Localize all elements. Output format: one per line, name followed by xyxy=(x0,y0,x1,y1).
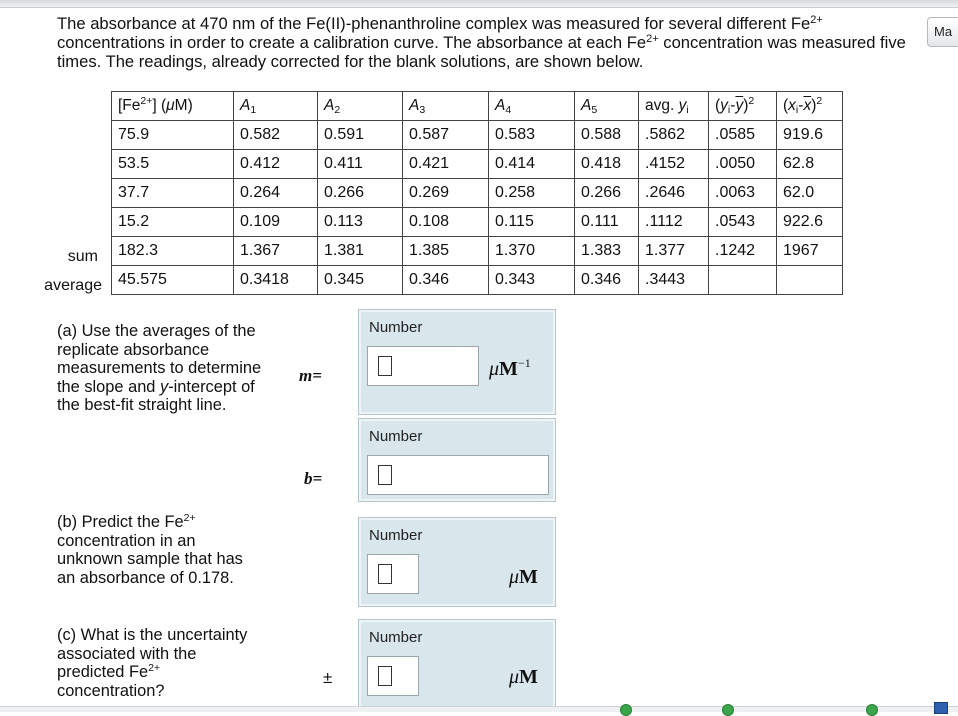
table-cell: 0.587 xyxy=(403,121,489,150)
table-cell: .5862 xyxy=(639,121,709,150)
table-cell: 0.591 xyxy=(318,121,403,150)
table-cell: .1242 xyxy=(709,237,777,266)
table-cell: 0.115 xyxy=(489,208,575,237)
table-row-average xyxy=(112,266,843,295)
header-dx: $(x_i-\overline{x})^2$ xyxy=(777,92,843,121)
question-c: (c) What is the uncertainty associated with the predicted $Fe^{2+}$ concentration? xyxy=(57,626,248,700)
table-cell: 1.377 xyxy=(639,237,709,266)
table-cell: .0063 xyxy=(709,179,777,208)
table-cell: 62.8 xyxy=(777,150,843,179)
concentration-number-label: Number xyxy=(369,527,423,544)
table-cell: 0.266 xyxy=(575,179,639,208)
header-a3: $A_3$ xyxy=(403,92,489,121)
slope-input-caret xyxy=(378,356,392,376)
table-cell: 1.367 xyxy=(234,237,318,266)
slope-input[interactable] xyxy=(367,346,479,386)
header-conc: $[Fe^{2+}]$ (μM) xyxy=(112,92,234,121)
table-cell: .0050 xyxy=(709,150,777,179)
table-cell: 37.7 xyxy=(112,179,234,208)
slope-label: m= xyxy=(299,366,322,385)
table-row xyxy=(112,121,843,150)
header-a4: $A_4$ xyxy=(489,92,575,121)
table-cell: 0.269 xyxy=(403,179,489,208)
uncertainty-unit: μM xyxy=(509,666,538,688)
table-cell: .3443 xyxy=(639,266,709,295)
table-cell: 0.414 xyxy=(489,150,575,179)
table-cell: 0.345 xyxy=(318,266,403,295)
concentration-input[interactable] xyxy=(367,554,419,594)
table-cell: .1112 xyxy=(639,208,709,237)
table-cell: 1.383 xyxy=(575,237,639,266)
header-a2: $A_2$ xyxy=(318,92,403,121)
table-row xyxy=(112,150,843,179)
slope-answer-panel xyxy=(358,309,556,415)
uncertainty-input[interactable] xyxy=(367,656,419,696)
row-label-average: average xyxy=(44,277,102,294)
status-dot-icon[interactable] xyxy=(722,704,734,716)
table-cell: .0585 xyxy=(709,121,777,150)
table-header-row xyxy=(112,92,843,121)
table-cell: 0.346 xyxy=(575,266,639,295)
table-cell: 0.583 xyxy=(489,121,575,150)
table-cell: 1.385 xyxy=(403,237,489,266)
concentration-unit: μM xyxy=(509,566,538,588)
table-cell: 0.109 xyxy=(234,208,318,237)
table-cell: .2646 xyxy=(639,179,709,208)
table-cell: 0.412 xyxy=(234,150,318,179)
data-table xyxy=(111,91,843,295)
table-cell: 15.2 xyxy=(112,208,234,237)
table-cell: 0.3418 xyxy=(234,266,318,295)
intercept-input[interactable] xyxy=(367,455,549,495)
table-cell: 0.113 xyxy=(318,208,403,237)
header-a5: $A_5$ xyxy=(575,92,639,121)
table-cell: 1967 xyxy=(777,237,843,266)
intercept-answer-panel xyxy=(358,418,556,502)
table-row xyxy=(112,179,843,208)
table-row xyxy=(112,208,843,237)
table-cell: 0.582 xyxy=(234,121,318,150)
table-cell: 0.346 xyxy=(403,266,489,295)
expand-icon[interactable] xyxy=(934,702,948,714)
table-cell xyxy=(709,266,777,295)
intercept-label: b= xyxy=(304,469,323,488)
table-cell: 0.343 xyxy=(489,266,575,295)
table-cell: 0.588 xyxy=(575,121,639,150)
table-cell: 75.9 xyxy=(112,121,234,150)
concentration-input-caret xyxy=(378,564,392,584)
top-strip xyxy=(0,0,958,8)
concentration-answer-panel xyxy=(358,517,556,607)
uncertainty-answer-panel xyxy=(358,619,556,709)
header-a1: $A_1$ xyxy=(234,92,318,121)
table-cell: .4152 xyxy=(639,150,709,179)
table-cell: 0.108 xyxy=(403,208,489,237)
table-cell: 919.6 xyxy=(777,121,843,150)
table-cell: 0.258 xyxy=(489,179,575,208)
status-dot-icon[interactable] xyxy=(620,704,632,716)
header-avg: avg. $y_i$ xyxy=(639,92,709,121)
question-a: (a) Use the averages of the replicate absorbance measurements to determine the slope and y-intercept of the best-fit straight line. xyxy=(57,322,262,414)
intro-text: The absorbance at 470 nm of the Fe(II)-phenanthroline complex was measured for several different $Fe^{2+}$ concentrations in order to create a calibration curve. The absorbance at each $Fe^{2+}$ concentration was measured five times. The readings, already corrected for the blank solutions, are shown below. xyxy=(57,14,906,71)
table-cell: 0.111 xyxy=(575,208,639,237)
table-cell xyxy=(777,266,843,295)
plus-minus-label: ± xyxy=(323,668,333,687)
more-button[interactable]: Ma xyxy=(927,17,958,47)
uncertainty-number-label: Number xyxy=(369,629,423,646)
intercept-input-caret xyxy=(378,465,392,485)
table-cell: 53.5 xyxy=(112,150,234,179)
slope-unit: $\mu M^{-1}$ xyxy=(489,356,531,380)
uncertainty-input-caret xyxy=(378,666,392,686)
table-cell: 1.381 xyxy=(318,237,403,266)
table-cell: 0.421 xyxy=(403,150,489,179)
table-cell: 922.6 xyxy=(777,208,843,237)
table-cell: 0.418 xyxy=(575,150,639,179)
table-cell: 0.411 xyxy=(318,150,403,179)
table-cell: 45.575 xyxy=(112,266,234,295)
bottom-toolbar xyxy=(0,706,958,712)
table-cell: 182.3 xyxy=(112,237,234,266)
table-row-sum xyxy=(112,237,843,266)
slope-number-label: Number xyxy=(369,319,423,336)
status-dot-icon[interactable] xyxy=(866,704,878,716)
table-cell: 62.0 xyxy=(777,179,843,208)
table-cell: 0.266 xyxy=(318,179,403,208)
question-b: (b) Predict the $Fe^{2+}$ concentration in an unknown sample that has an absorbance of 0.178. xyxy=(57,512,243,587)
header-dy: $(y_i-\overline{y})^2$ xyxy=(709,92,777,121)
table-cell: 1.370 xyxy=(489,237,575,266)
table-cell: 0.264 xyxy=(234,179,318,208)
table-cell: .0543 xyxy=(709,208,777,237)
intercept-number-label: Number xyxy=(369,428,423,445)
row-label-sum: sum xyxy=(67,248,98,265)
